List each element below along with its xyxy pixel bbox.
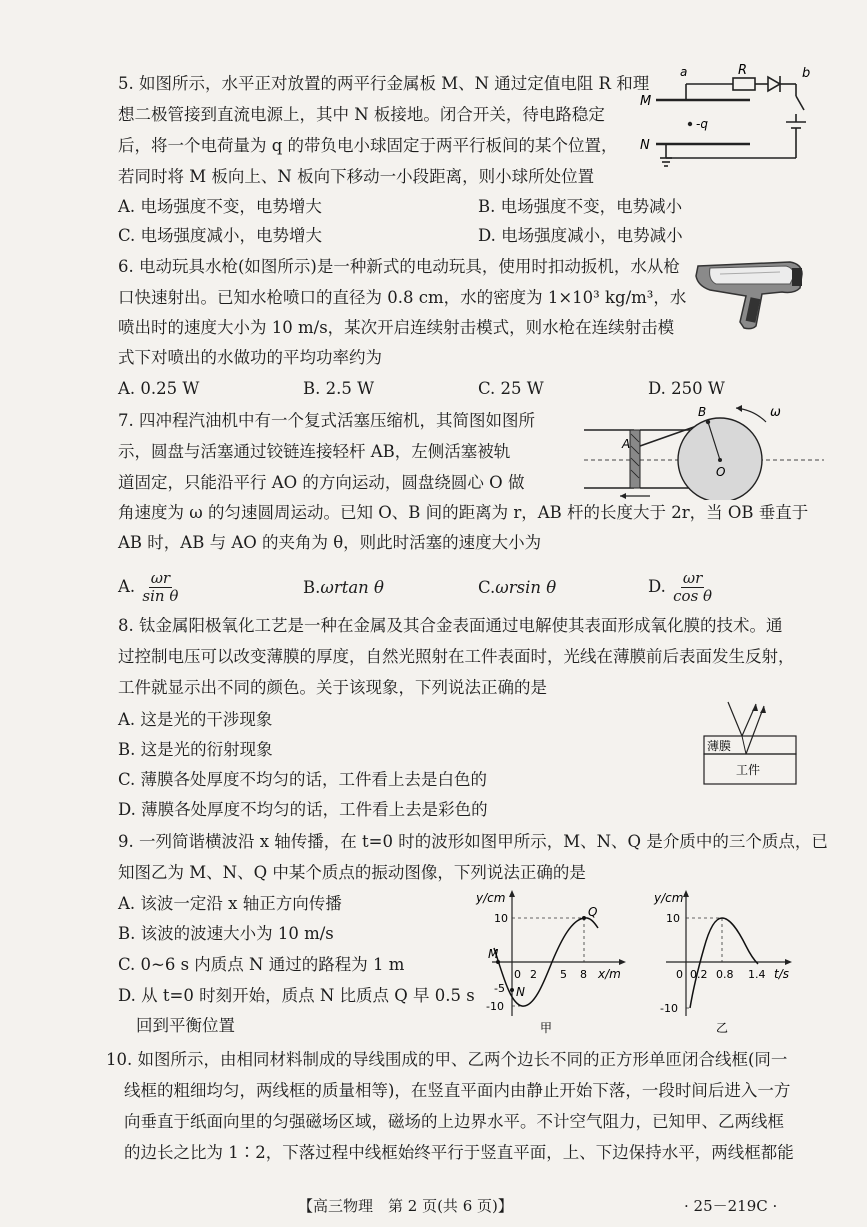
q9-jia-tick-8: 8	[580, 968, 587, 981]
q9-yi-xlabel: t/s	[774, 967, 789, 981]
q9-jia-ytick-minus5: -5	[494, 982, 505, 995]
q10-line-1: 10. 如图所示，由相同材料制成的导线围成的甲、乙两个边长不同的正方形单匝闭合线框(同一	[106, 1050, 788, 1069]
q10-line-2: 线框的粗细均匀，两线框的质量相等)，在竖直平面内由静止开始下落，一段时间后进入一方	[124, 1081, 791, 1100]
q9-yi-ytick-minus10: -10	[660, 1002, 678, 1015]
q7-line-2: 示，圆盘与活塞通过铰链连接轻杆 AB，左侧活塞被轨	[118, 442, 511, 461]
q9-yi-tick-02: 0.2	[690, 968, 708, 981]
q8-option-d: D. 薄膜各处厚度不均匀的话，工件看上去是彩色的	[118, 800, 488, 819]
q7-option-a: A. $\frac{\omega r}{\text{sin θ}}$	[118, 569, 179, 605]
q7-label-b: B	[698, 405, 707, 419]
q7-option-a-fraction: $\frac{\omega r}{\text{sin θ}}$	[142, 569, 179, 605]
q6-option-d: D. 250 W	[648, 379, 725, 398]
page-footer-code: · 25－219C ·	[684, 1197, 778, 1215]
q7-option-b: B.ωrtan θ	[303, 578, 384, 597]
q9-point-q	[582, 916, 586, 920]
q5-label-a: a	[680, 65, 688, 79]
q7-option-d: D. $\frac{\omega r}{\text{cos θ}}$	[648, 569, 713, 605]
q6-option-c: C. 25 W	[478, 379, 544, 398]
q7-label-a: A	[622, 437, 631, 451]
q5-label-n: N	[640, 138, 650, 153]
q9-option-a: A. 该波一定沿 x 轴正方向传播	[118, 894, 342, 913]
q8-option-b: B. 这是光的衍射现象	[118, 740, 273, 759]
q7-label-omega: ω	[770, 405, 781, 420]
q9-jia-ytick-10: 10	[494, 912, 508, 925]
q10-line-3: 向垂直于纸面向里的匀强磁场区域，磁场的上边界水平。不计空气阻力，已知甲、乙两线框	[124, 1112, 784, 1131]
q8-option-a: A. 这是光的干涉现象	[118, 710, 273, 729]
q9-yi-caption: 乙	[716, 1021, 729, 1035]
q8-line-2: 过控制电压可以改变薄膜的厚度，自然光照射在工件表面时，光线在薄膜前后表面发生反射，	[118, 647, 795, 666]
q6-option-a: A. 0.25 W	[118, 379, 200, 398]
q7-label-o: O	[716, 465, 726, 479]
q5-line-1: 5. 如图所示，水平正对放置的两平行金属板 M、N 通过定值电阻 R 和理	[118, 74, 650, 93]
q7-option-d-fraction: $\frac{\omega r}{\text{cos θ}}$	[673, 569, 713, 605]
q7-line-3: 道固定，只能沿平行 AO 的方向运动，圆盘绕圆心 O 做	[118, 473, 525, 492]
q10-line-4: 的边长之比为 1∶2，下落过程中线框始终平行于竖直平面，上、下边保持水平，两线框都能	[124, 1143, 794, 1162]
q9-yi-tick-14: 1.4	[748, 968, 766, 981]
q9-label-n: N	[516, 985, 525, 999]
q8-film-figure	[702, 698, 798, 786]
q8-label-film: 薄膜	[707, 739, 732, 753]
q8-label-workpiece: 工件	[736, 763, 761, 777]
q9-jia-ytick-minus10: -10	[486, 1000, 504, 1013]
q5-option-a: A. 电场强度不变，电势增大	[118, 197, 322, 216]
q9-graph-yi	[652, 886, 802, 1036]
q5-label-m: M	[640, 94, 652, 109]
q9-yi-ytick-10: 10	[666, 912, 680, 925]
q5-line-3: 后，将一个电荷量为 q 的带负电小球固定于两平行板间的某个位置，	[118, 136, 618, 155]
q9-graph-jia	[472, 886, 634, 1036]
q9-jia-xlabel: x/m	[598, 967, 621, 981]
q7-line-5: AB 时，AB 与 AO 的夹角为 θ，则此时活塞的速度大小为	[118, 533, 542, 552]
q8-line-3: 工件就显示出不同的颜色。关于该现象，下列说法正确的是	[118, 678, 547, 697]
q7-option-c: C.ωrsin θ	[478, 578, 557, 597]
q6-line-2: 口快速射出。已知水枪喷口的直径为 0.8 cm，水的密度为 1×10³ kg/m³，水	[118, 288, 687, 307]
q9-line-2: 知图乙为 M、N、Q 中某个质点的振动图像，下列说法正确的是	[118, 863, 586, 882]
water-gun-image	[690, 256, 810, 334]
q5-option-d: D. 电场强度减小，电势减小	[478, 226, 683, 245]
q6-line-4: 式下对喷出的水做功的平均功率约为	[118, 348, 382, 367]
q9-option-d-cont: 回到平衡位置	[136, 1016, 235, 1035]
q9-yi-tick-0: 0	[676, 968, 683, 981]
q5-option-b: B. 电场强度不变，电势减小	[478, 197, 683, 216]
q5-line-2: 想二极管接到直流电源上，其中 N 板接地。闭合开关，待电路稳定	[118, 105, 605, 124]
q5-label-r: R	[738, 63, 748, 78]
q9-label-m: M	[488, 947, 499, 961]
q6-line-3: 喷出时的速度大小为 10 m/s，某次开启连续射击模式，则水枪在连续射击模	[118, 318, 675, 337]
q9-jia-tick-5: 5	[560, 968, 567, 981]
q5-label-q: -q	[696, 117, 708, 131]
q7-line-1: 7. 四冲程汽油机中有一个复式活塞压缩机，其简图如图所	[118, 411, 535, 430]
q9-point-n	[510, 988, 514, 992]
q6-line-1: 6. 电动玩具水枪(如图所示)是一种新式的电动玩具，使用时扣动扳机，水从枪	[118, 257, 680, 276]
q5-option-c: C. 电场强度减小，电势增大	[118, 226, 323, 245]
q7-line-4: 角速度为 ω 的匀速圆周运动。已知 O、B 间的距离为 r，AB 杆的长度大于 2r，当 OB 垂直于	[118, 503, 809, 522]
q9-label-q: Q	[588, 905, 598, 919]
q5-charge-dot	[688, 122, 692, 126]
q8-line-1: 8. 钛金属阳极氧化工艺是一种在金属及其合金表面通过电解使其表面形成氧化膜的技术。通	[118, 616, 783, 635]
q5-line-4: 若同时将 M 板向上、N 板向下移动一小段距离，则小球所处位置	[118, 167, 595, 186]
q7-piston-figure	[578, 400, 828, 500]
q9-jia-ylabel: y/cm	[476, 891, 506, 905]
q9-jia-tick-2: 2	[530, 968, 537, 981]
page-footer-title: 【高三物理 第 2 页(共 6 页)】	[298, 1197, 513, 1215]
q9-line-1: 9. 一列简谐横波沿 x 轴传播，在 t=0 时的波形如图甲所示，M、N、Q 是介质中的三个质点，已	[118, 832, 828, 851]
q9-jia-tick-0: 0	[514, 968, 521, 981]
q5-label-b: b	[802, 66, 811, 81]
q9-jia-caption: 甲	[540, 1021, 553, 1035]
q5-circuit-figure	[638, 62, 818, 172]
q9-option-c: C. 0~6 s 内质点 N 通过的路程为 1 m	[118, 955, 405, 974]
q9-option-b: B. 该波的波速大小为 10 m/s	[118, 924, 334, 943]
q9-yi-ylabel: y/cm	[654, 891, 684, 905]
q9-option-d: D. 从 t=0 时刻开始，质点 N 比质点 Q 早 0.5 s	[118, 986, 475, 1005]
q8-option-c: C. 薄膜各处厚度不均匀的话，工件看上去是白色的	[118, 770, 488, 789]
q6-option-b: B. 2.5 W	[303, 379, 375, 398]
q9-yi-tick-08: 0.8	[716, 968, 734, 981]
